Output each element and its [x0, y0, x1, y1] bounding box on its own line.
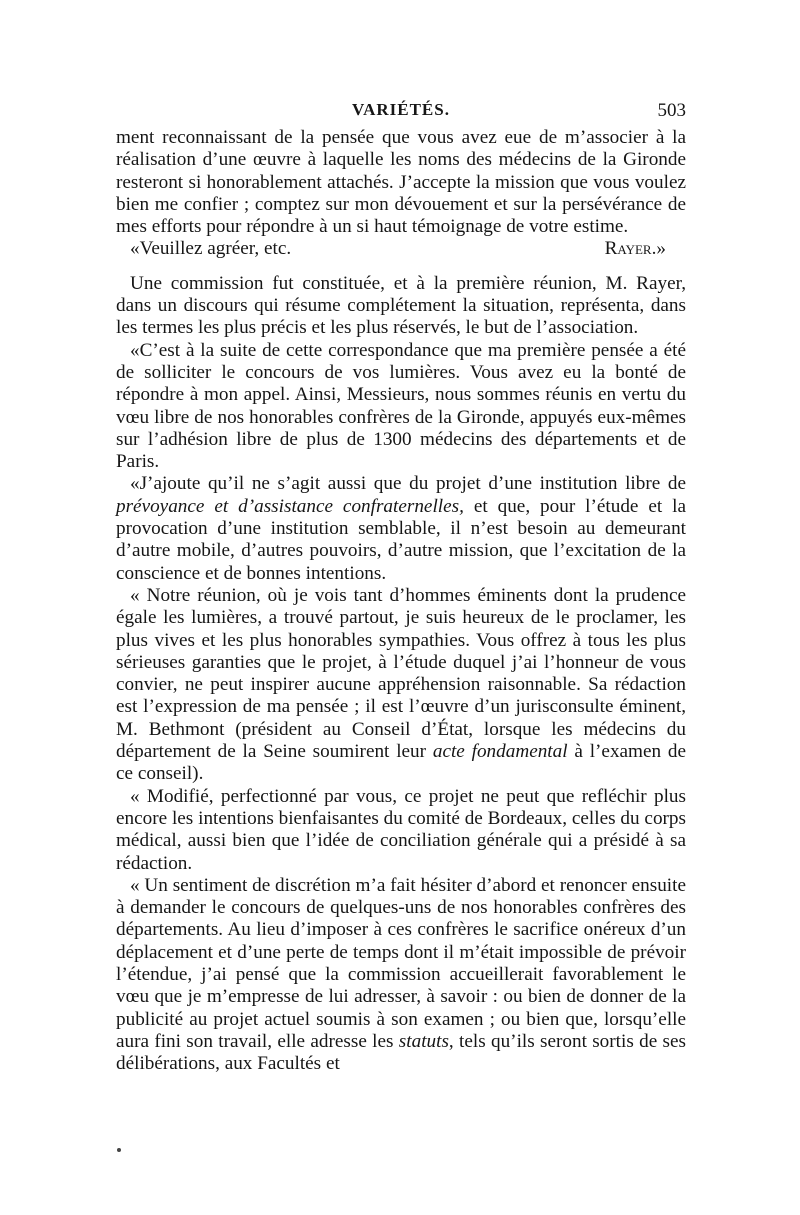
paragraph-commission: Une commission fut constituée, et à la première réunion, M. Rayer, dans un discours qui résume complétement la situation, représenta, dans les termes les plus précis et les plus réservés, le but de l’association.: [116, 272, 686, 339]
italic-run: prévoyance et d’assistance confraternelles,: [116, 495, 464, 517]
paragraph-continued: ment reconnaissant de la pensée que vous avez eue de m’associer à la réalisation d’une œuvre à laquelle les noms des médecins de la Gironde resteront si honorablement attachés. J’accepte la mission que vous voulez bien me confier ; comptez sur mon dévouement et sur la persévérance de mes efforts pour répondre à un si haut témoignage de votre estime.: [116, 127, 686, 238]
text-run: « Un sentiment de discrétion m’a fait hésiter d’abord et renoncer ensuite à demander le concours de quelques-uns de nos honorables confrères des départements. Au lieu d’imposer à ces confrères le sacrifice onéreux d’un déplacement et d’une perte de temps dont il m’était impossible de prévoir l’étendue, j’ai pensé que la commission accueillerait favorablement le vœu que je m’empresse de lui adresser, à savoir : ou bien de donner de la publicité au projet actuel soumis à son examen ; ou bien que, lorsqu’elle aura fini son travail, elle adresse les: [116, 874, 686, 1052]
ink-speck: [117, 1148, 121, 1152]
signature: Rayer.»: [604, 238, 666, 260]
paragraph-discretion: [116, 875, 686, 1076]
paragraph-reunion: [116, 585, 686, 786]
text-run: « Notre réunion, où je vois tant d’hommes éminents dont la prudence égale les lumières, a trouvé partout, je suis heureux de le proclamer, les plus vives et les plus honorables sympathies. Vous offrez à tous les plus sérieuses garanties que le projet, à l’étude duquel j’ai l’honneur de vous convier, ne peut inspirer aucune appréhension raisonnable. Sa rédaction est l’expression de ma pensée ; il est l’œuvre d’un jurisconsulte éminent, M. Bethmont (président au Conseil d’État, lorsque les médecins du département de la Seine soumirent leur: [116, 584, 686, 763]
text-run: et que, pour l’étude et la provocation d’une institution semblable, il n’est besoin au demeurant d’autre mobile, d’autres pouvoirs, d’autre mission, que l’excitation de la conscience et de bonnes intentions.: [116, 495, 686, 584]
paragraph-correspondance: «C’est à la suite de cette correspondance que ma première pensée a été de solliciter le concours de vos lumières. Vous avez eu la bonté de répondre à mon appel. Ainsi, Messieurs, nous sommes réunis en vertu du vœu libre de nos honorables confrères de la Gironde, appuyés eux-mêmes sur l’adhésion libre de plus de 1300 médecins des départements et de Paris.: [116, 339, 686, 473]
text-run: , tels qu’ils seront sortis de ses délibérations, aux Facultés et: [116, 1030, 686, 1075]
paragraph-institution: [116, 473, 686, 584]
letter-closing: [116, 238, 686, 260]
closing-text: «Veuillez agréer, etc.: [130, 238, 292, 260]
italic-run: acte fondamental: [432, 741, 568, 763]
page-number: 503: [657, 100, 686, 121]
paragraph-modifie: « Modifié, perfectionné par vous, ce projet ne peut que refléchir plus encore les intentions bienfaisantes du comité de Bordeaux, celles du corps médical, aussi bien que l’idée de conciliation générale qui a présidé à sa rédaction.: [116, 785, 686, 874]
page-body: [116, 127, 686, 1075]
italic-run: statuts: [398, 1030, 449, 1052]
text-run: «J’ajoute qu’il ne s’agit aussi que du projet d’une institution libre de: [130, 473, 686, 495]
text-run: à l’examen de ce conseil).: [116, 741, 687, 785]
page-header: [116, 100, 686, 126]
running-title: VARIÉTÉS.: [352, 100, 450, 119]
